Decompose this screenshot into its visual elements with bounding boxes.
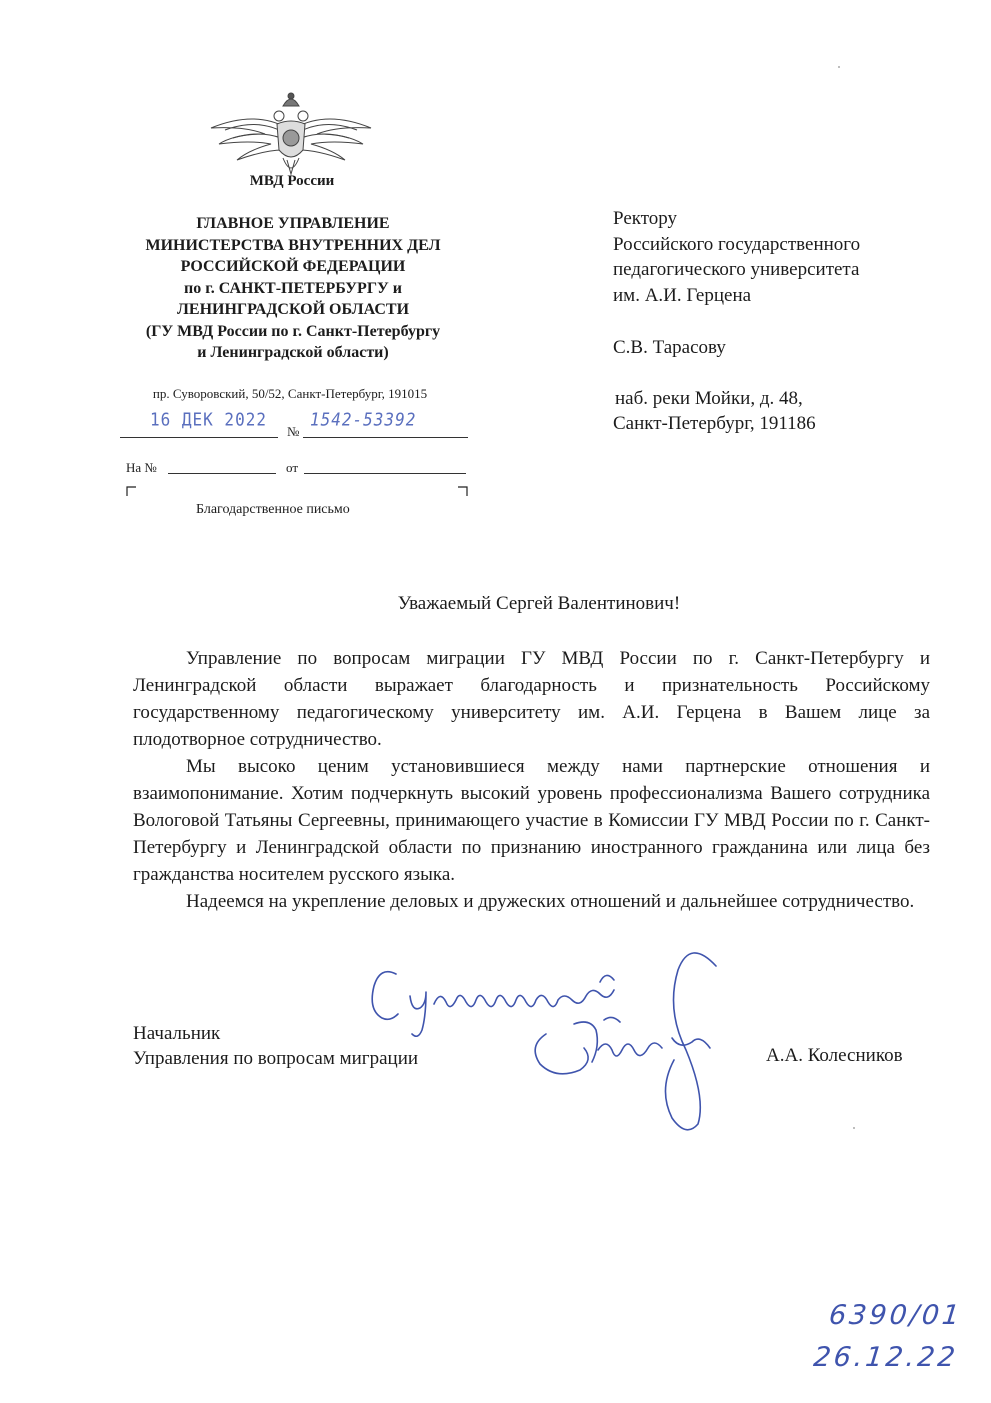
scan-speck xyxy=(853,1127,855,1129)
recipient-line: им. А.И. Герцена xyxy=(613,284,752,306)
bracket-left-icon xyxy=(126,486,136,496)
body-paragraph: Управление по вопросам миграции ГУ МВД России по г. Санкт-Петербургу и Ленинградской области выражает благодарность и признательность Российскому государственному педагогическому университету им. А.И. Герцена в Вашем лице за плодотворное сотрудничество. xyxy=(133,648,930,750)
recipient-line: педагогического университета xyxy=(613,259,860,280)
ministry-name: МВД России xyxy=(249,173,335,189)
recipient-block xyxy=(613,206,860,437)
org-line: РОССИЙСКОЙ ФЕДЕРАЦИИ xyxy=(180,258,406,275)
body-paragraph: Мы высоко ценим установившиеся между нами партнерские отношения и взаимопонимание. Хотим подчеркнуть высокий уровень профессионализма Вашего сотрудника Вологовой Татьяны Сергеевны, принимающего участие в Комиссии ГУ МВД России по г. Санкт-Петербургу и Ленинградской области по признанию иностранного гражданина или лица без гражданства носителем русского языка. xyxy=(133,756,930,885)
number-underline xyxy=(303,437,468,438)
signer-name: А.А. Колесников xyxy=(766,1045,903,1066)
recipient-line: Ректору xyxy=(613,208,678,229)
reply-to-label: На № xyxy=(126,460,157,475)
org-line: по г. САНКТ-ПЕТЕРБУРГУ и xyxy=(184,279,402,297)
incoming-registration-note xyxy=(786,1295,965,1379)
recipient-line: Российского государственного xyxy=(613,233,861,255)
incoming-number: 6390/01 xyxy=(827,1300,964,1331)
scan-speck xyxy=(838,66,840,68)
body-paragraph: Надеемся на укрепление деловых и дружеских отношений и дальнейшее сотрудничество. xyxy=(186,891,915,912)
outgoing-date-stamp: 16 ДЕК 2022 xyxy=(150,409,267,430)
date-underline xyxy=(120,437,278,438)
salutation: Уважаемый Сергей Валентинович! xyxy=(397,593,681,614)
reply-number-underline xyxy=(168,473,276,474)
mvd-eagle-emblem-icon xyxy=(205,88,377,180)
signer-title-line: Начальник xyxy=(133,1023,221,1044)
signer-title-line: Управления по вопросам миграции xyxy=(133,1048,419,1069)
org-line: МИНИСТЕРСТВА ВНУТРЕННИХ ДЕЛ xyxy=(145,236,441,254)
org-line: (ГУ МВД России по г. Санкт-Петербургу xyxy=(145,322,441,340)
letter-body xyxy=(133,645,930,915)
from-label: от xyxy=(286,460,299,475)
incoming-date: 26.12.22 xyxy=(811,1342,960,1373)
letter-subject: Благодарственное письмо xyxy=(196,502,350,517)
org-line: ЛЕНИНГРАДСКОЙ ОБЛАСТИ xyxy=(176,301,410,318)
recipient-name: С.В. Тарасову xyxy=(613,337,726,358)
outgoing-number-stamp: 1542-53392 xyxy=(310,409,417,430)
reply-date-underline xyxy=(304,473,466,474)
recipient-address-line: наб. реки Мойки, д. 48, xyxy=(615,387,803,409)
letterhead-organization xyxy=(108,213,478,364)
org-line: и Ленинградской области) xyxy=(197,344,389,361)
org-line: ГЛАВНОЕ УПРАВЛЕНИЕ xyxy=(196,215,390,232)
recipient-address-line: Санкт-Петербург, 191186 xyxy=(613,413,816,434)
bracket-right-icon xyxy=(458,486,468,496)
number-label: № xyxy=(287,424,300,439)
handwritten-signature-icon xyxy=(360,930,740,1140)
sender-address: пр. Суворовский, 50/52, Санкт-Петербург, 191015 xyxy=(152,386,428,401)
